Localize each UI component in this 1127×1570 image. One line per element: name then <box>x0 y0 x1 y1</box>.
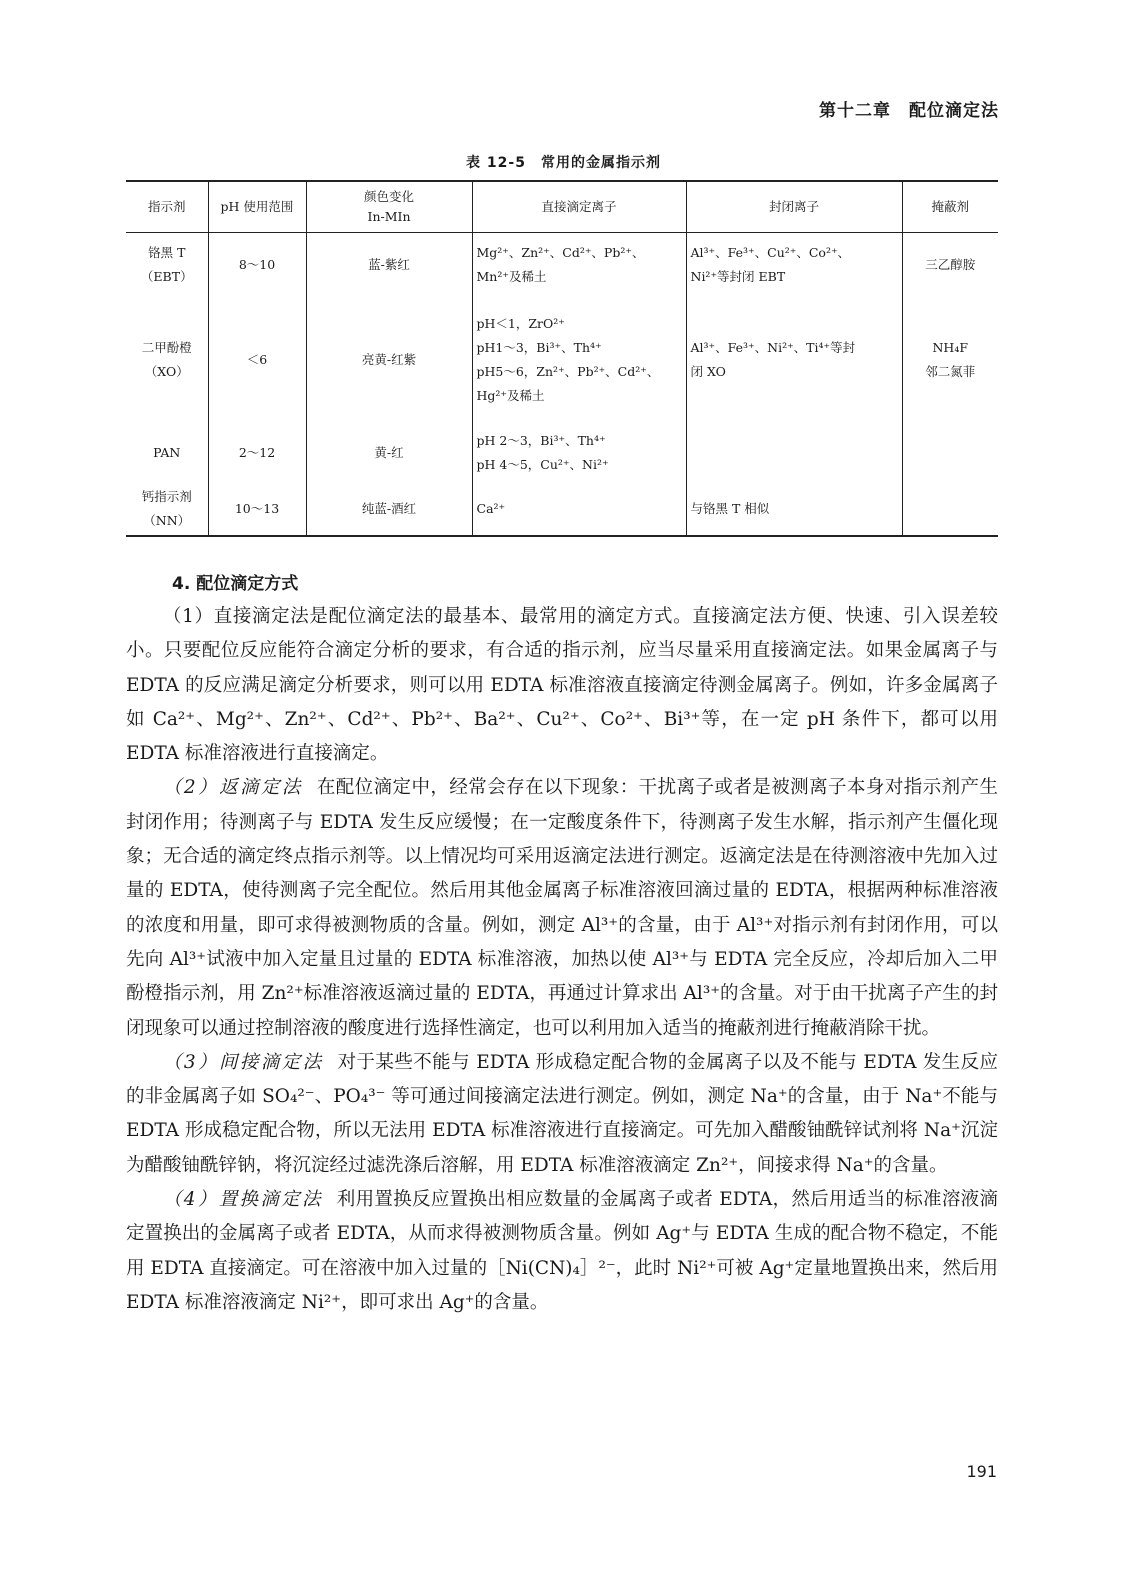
direct-ions-line: pH＜1，ZrO²⁺ <box>476 316 565 331</box>
running-head: 第十二章 配位滴定法 <box>819 101 999 121</box>
direct-ions-line: Mn²⁺及稀土 <box>476 269 547 284</box>
direct-ions-line: Ca²⁺ <box>476 501 506 516</box>
indicator-name: 钙指示剂 <box>141 489 192 504</box>
table-row <box>126 423 998 483</box>
ph-range-cell: ＜6 <box>208 297 306 423</box>
section-body <box>126 568 998 1320</box>
paragraph-replacement-titration-body: 利用置换反应置换出相应数量的金属离子或者 EDTA，然后用适当的标准溶液滴定置换出的金属离子或者 EDTA，从而求得被测物质含量。例如 Ag⁺与 EDTA 生成的配合物不稳定，不能用 EDTA 直接滴定。可在溶液中加入过量的［Ni(CN)₄］²⁻，此时 Ni²⁺可被 Ag⁺定量地置换出来，然后用 EDTA 标准溶液滴定 Ni²⁺，即可求出 Ag⁺的含量。 <box>126 1189 998 1313</box>
table-row <box>126 233 998 298</box>
header-direct-ions: 直接滴定离子 <box>472 181 686 233</box>
term-indirect-titration: （3）间接滴定法 <box>163 1051 324 1073</box>
masking-agent-cell <box>902 233 998 298</box>
paragraph-back-titration <box>126 771 998 1045</box>
direct-ions-line: Hg²⁺及稀土 <box>476 388 545 403</box>
table-caption: 表 12-5 常用的金属指示剂 <box>466 155 661 171</box>
color-change-cell: 纯蓝-酒红 <box>306 483 472 536</box>
color-change-cell: 亮黄-红紫 <box>306 297 472 423</box>
indicator-cell <box>126 297 208 423</box>
paragraph-back-titration-body: 在配位滴定中，经常会存在以下现象：干扰离子或者是被测离子本身对指示剂产生封闭作用；待测离子与 EDTA 发生反应缓慢；在一定酸度条件下，待测离子发生水解，指示剂产生僵化现象；无合适的滴定终点指示剂等。以上情况均可采用返滴定法进行测定。返滴定法是在待测溶液中先加入过量的 EDTA，使待测离子完全配位。然后用其他金属离子标准溶液回滴过量的 EDTA，根据两种标准溶液的浓度和用量，即可求得被测物质的含量。例如，测定 Al³⁺的含量，由于 Al³⁺对指示剂有封闭作用，可以先向 Al³⁺试液中加入定量且过量的 EDTA 标准溶液，加热以使 Al³⁺与 EDTA 完全反应，冷却后加入二甲酚橙指示剂，用 Zn²⁺标准溶液返滴过量的 EDTA，再通过计算求出 Al³⁺的含量。对于由干扰离子产生的封闭现象可以通过控制溶液的酸度进行选择性滴定，也可以利用加入适当的掩蔽剂进行掩蔽消除干扰。 <box>126 777 998 1039</box>
term-back-titration: （2）返滴定法 <box>163 777 303 799</box>
indicator-name: 二甲酚橙 <box>141 340 192 355</box>
indicator-name: PAN <box>153 445 181 460</box>
blocking-ions-line: Ni²⁺等封闭 EBT <box>690 269 786 284</box>
blocking-ions-line: Al³⁺、Fe³⁺、Cu²⁺、Co²⁺、 <box>690 245 851 260</box>
header-color-change-line2: In-MIn <box>367 209 411 224</box>
table-row <box>126 297 998 423</box>
direct-ions-cell <box>472 483 686 536</box>
metal-indicator-table <box>126 180 998 537</box>
paragraph-replacement-titration <box>126 1183 998 1320</box>
masking-agent-cell <box>902 297 998 423</box>
header-blocking-ions: 封闭离子 <box>686 181 902 233</box>
direct-ions-cell <box>472 423 686 483</box>
table-header-row <box>126 181 998 233</box>
direct-ions-line: pH 2～3，Bi³⁺、Th⁴⁺ <box>476 433 606 448</box>
masking-agent-line: NH₄F <box>932 340 969 355</box>
blocking-ions-cell <box>686 297 902 423</box>
ph-range-cell: 2～12 <box>208 423 306 483</box>
direct-ions-line: pH 4～5，Cu²⁺、Ni²⁺ <box>476 457 609 472</box>
indicator-cell <box>126 233 208 298</box>
header-ph-range: pH 使用范围 <box>208 181 306 233</box>
direct-ions-line: Mg²⁺、Zn²⁺、Cd²⁺、Pb²⁺、 <box>476 245 645 260</box>
masking-agent-cell <box>902 483 998 536</box>
paragraph-indirect-titration-body: 对于某些不能与 EDTA 形成稳定配合物的金属离子以及不能与 EDTA 发生反应的非金属离子如 SO₄²⁻、PO₄³⁻ 等可通过间接滴定法进行测定。例如，测定 Na⁺的含量，由于 Na⁺不能与 EDTA 形成稳定配合物，所以无法用 EDTA 标准溶液进行直接滴定。可先加入醋酸铀酰锌试剂将 Na⁺沉淀为醋酸铀酰锌钠，将沉淀经过滤洗涤后溶解，用 EDTA 标准溶液滴定 Zn²⁺，间接求得 Na⁺的含量。 <box>126 1051 998 1176</box>
paragraph-direct-titration: （1）直接滴定法是配位滴定法的最基本、最常用的滴定方式。直接滴定法方便、快速、引入误差较小。只要配位反应能符合滴定分析的要求，有合适的指示剂，应当尽量采用直接滴定法。如果金属离子与 EDTA 的反应满足滴定分析要求，则可以用 EDTA 标准溶液直接滴定待测金属离子。例如，许多金属离子如 Ca²⁺、Mg²⁺、Zn²⁺、Cd²⁺、Pb²⁺、Ba²⁺、Cu²⁺、Co²⁺、Bi³⁺等，在一定 pH 条件下，都可以用 EDTA 标准溶液进行直接滴定。 <box>126 606 998 765</box>
ph-range-cell: 10～13 <box>208 483 306 536</box>
indicator-abbr: （XO） <box>144 364 189 379</box>
indicator-abbr: （NN） <box>143 513 191 528</box>
term-replacement-titration: （4）置换滴定法 <box>163 1189 323 1211</box>
header-masking-agent: 掩蔽剂 <box>902 181 998 233</box>
indicator-cell <box>126 423 208 483</box>
indicator-abbr: （EBT） <box>140 269 193 284</box>
direct-ions-line: pH5～6，Zn²⁺、Pb²⁺、Cd²⁺、 <box>476 364 660 379</box>
color-change-cell: 蓝-紫红 <box>306 233 472 298</box>
indicator-cell <box>126 483 208 536</box>
blocking-ions-cell <box>686 423 902 483</box>
blocking-ions-cell <box>686 483 902 536</box>
direct-ions-cell <box>472 297 686 423</box>
indicator-name: 铬黑 T <box>148 245 186 260</box>
page-number: 191 <box>966 1462 997 1481</box>
blocking-ions-cell <box>686 233 902 298</box>
header-color-change-line1: 颜色变化 <box>363 189 414 204</box>
masking-agent-line: 邻二氮菲 <box>925 364 976 379</box>
header-indicator: 指示剂 <box>126 181 208 233</box>
blocking-ions-line: 与铬黑 T 相似 <box>690 501 770 516</box>
paragraph-indirect-titration <box>126 1046 998 1183</box>
ph-range-cell: 8～10 <box>208 233 306 298</box>
blocking-ions-line: Al³⁺、Fe³⁺、Ni²⁺、Ti⁴⁺等封 <box>690 340 856 355</box>
direct-ions-cell <box>472 233 686 298</box>
table-row <box>126 483 998 536</box>
masking-agent-line: 三乙醇胺 <box>925 257 976 272</box>
header-color-change <box>306 181 472 233</box>
direct-ions-line: pH1～3，Bi³⁺、Th⁴⁺ <box>476 340 602 355</box>
color-change-cell: 黄-红 <box>306 423 472 483</box>
blocking-ions-line: 闭 XO <box>690 364 726 379</box>
masking-agent-cell <box>902 423 998 483</box>
section-heading: 4. 配位滴定方式 <box>172 574 299 594</box>
